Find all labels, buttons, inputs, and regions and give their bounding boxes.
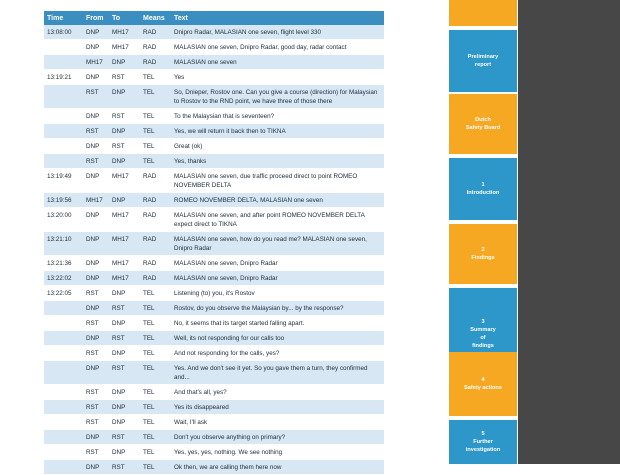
from-cell: DNP — [83, 208, 109, 232]
column-header-time: Time — [44, 11, 83, 25]
table-row — [44, 85, 384, 109]
text-cell: Great (ok) — [171, 139, 384, 154]
text-cell: MALASIAN one seven, how do you read me? MALASIAN one seven, Dnipro Radar — [171, 232, 384, 256]
means-cell: RAD — [140, 208, 171, 232]
time-cell: 13:22:02 — [44, 271, 83, 286]
table-row — [44, 460, 384, 475]
to-cell: RST — [109, 139, 140, 154]
time-cell: 13:19:21 — [44, 70, 83, 85]
text-cell: Well, its not responding for our calls too — [171, 331, 384, 346]
nav-tab-label: 3 Summary of findings — [470, 319, 496, 349]
from-cell: DNP — [83, 331, 109, 346]
time-cell — [44, 85, 83, 109]
means-cell: RAD — [140, 40, 171, 55]
means-cell: TEL — [140, 385, 171, 400]
means-cell: TEL — [140, 124, 171, 139]
from-cell: DNP — [83, 301, 109, 316]
from-cell: RST — [83, 154, 109, 169]
to-cell: DNP — [109, 385, 140, 400]
means-cell: RAD — [140, 169, 171, 193]
time-cell — [44, 460, 83, 475]
text-cell: Yes, yes, yes, nothing. We see nothing — [171, 445, 384, 460]
table-row — [44, 169, 384, 193]
to-cell: DNP — [109, 85, 140, 109]
to-cell: DNP — [109, 400, 140, 415]
from-cell: DNP — [83, 460, 109, 475]
text-cell: Yes. And we don't see it yet. So you gave them a turn, they confirmed and... — [171, 361, 384, 385]
means-cell: RAD — [140, 55, 171, 70]
means-cell: TEL — [140, 400, 171, 415]
nav-tab-label: 2 Findings — [471, 247, 495, 261]
time-cell — [44, 301, 83, 316]
table-row — [44, 286, 384, 301]
means-cell: RAD — [140, 271, 171, 286]
to-cell: DNP — [109, 55, 140, 70]
nav-tab-1[interactable] — [449, 0, 517, 26]
text-cell: Yes its disappeared — [171, 400, 384, 415]
time-cell — [44, 400, 83, 415]
means-cell: RAD — [140, 232, 171, 256]
nav-tab-4[interactable] — [449, 158, 517, 220]
nav-tab-label: 1 Introduction — [466, 182, 500, 196]
means-cell: RAD — [140, 256, 171, 271]
text-cell: No, it seems that its target started falling apart. — [171, 316, 384, 331]
from-cell: RST — [83, 85, 109, 109]
time-cell: 13:08:00 — [44, 25, 83, 40]
table-row — [44, 25, 384, 40]
viewer-background — [518, 0, 620, 464]
transcript-table — [44, 11, 384, 475]
from-cell: RST — [83, 316, 109, 331]
table-row — [44, 139, 384, 154]
time-cell — [44, 445, 83, 460]
time-cell — [44, 124, 83, 139]
means-cell: TEL — [140, 70, 171, 85]
table-row — [44, 55, 384, 70]
time-cell: 13:21:36 — [44, 256, 83, 271]
to-cell: DNP — [109, 193, 140, 208]
table-row — [44, 400, 384, 415]
from-cell: DNP — [83, 271, 109, 286]
means-cell: TEL — [140, 316, 171, 331]
table-row — [44, 124, 384, 139]
time-cell: 13:19:49 — [44, 169, 83, 193]
time-cell: 13:21:10 — [44, 232, 83, 256]
table-row — [44, 70, 384, 85]
to-cell: DNP — [109, 286, 140, 301]
means-cell: TEL — [140, 286, 171, 301]
time-cell — [44, 361, 83, 385]
time-cell — [44, 109, 83, 124]
table-row — [44, 430, 384, 445]
means-cell: TEL — [140, 331, 171, 346]
means-cell: RAD — [140, 193, 171, 208]
table-row — [44, 271, 384, 286]
from-cell: MH17 — [83, 193, 109, 208]
text-cell: Yes, we will return it back then to TIKNA — [171, 124, 384, 139]
time-cell — [44, 346, 83, 361]
from-cell: RST — [83, 445, 109, 460]
from-cell: DNP — [83, 109, 109, 124]
means-cell: TEL — [140, 430, 171, 445]
nav-tab-3[interactable] — [449, 94, 517, 154]
means-cell: TEL — [140, 361, 171, 385]
text-cell: To the Malaysian that is seventeen? — [171, 109, 384, 124]
to-cell: DNP — [109, 445, 140, 460]
time-cell — [44, 331, 83, 346]
text-cell: MALASIAN one seven, Dnipro Radar, good day, radar contact — [171, 40, 384, 55]
from-cell: RST — [83, 385, 109, 400]
to-cell: MH17 — [109, 256, 140, 271]
text-cell: Dnipro Radar, MALASIAN one seven, flight level 330 — [171, 25, 384, 40]
nav-tab-8[interactable] — [449, 420, 517, 464]
text-cell: MALASIAN one seven, Dnipro Radar — [171, 271, 384, 286]
to-cell: RST — [109, 301, 140, 316]
to-cell: RST — [109, 109, 140, 124]
table-row — [44, 331, 384, 346]
from-cell: DNP — [83, 40, 109, 55]
to-cell: DNP — [109, 346, 140, 361]
from-cell: DNP — [83, 256, 109, 271]
time-cell: 13:22:05 — [44, 286, 83, 301]
means-cell: TEL — [140, 85, 171, 109]
text-cell: MALASIAN one seven — [171, 55, 384, 70]
nav-tab-label: Preliminary report — [467, 54, 499, 68]
to-cell: DNP — [109, 415, 140, 430]
means-cell: TEL — [140, 346, 171, 361]
to-cell: MH17 — [109, 25, 140, 40]
text-cell: MALASIAN one seven, and after point ROMEO NOVEMBER DELTA expect direct to TIKNA — [171, 208, 384, 232]
time-cell — [44, 139, 83, 154]
nav-tab-2[interactable] — [449, 30, 517, 92]
from-cell: DNP — [83, 70, 109, 85]
to-cell: RST — [109, 430, 140, 445]
from-cell: DNP — [83, 430, 109, 445]
from-cell: RST — [83, 286, 109, 301]
table-row — [44, 346, 384, 361]
table-row — [44, 385, 384, 400]
text-cell: Wait, I'll ask — [171, 415, 384, 430]
means-cell: TEL — [140, 415, 171, 430]
text-cell: Listening (to) you, it's Rostov — [171, 286, 384, 301]
from-cell: DNP — [83, 139, 109, 154]
to-cell: DNP — [109, 316, 140, 331]
table-row — [44, 316, 384, 331]
text-cell: Yes — [171, 70, 384, 85]
text-cell: Don't you observe anything on primary? — [171, 430, 384, 445]
from-cell: DNP — [83, 361, 109, 385]
from-cell: DNP — [83, 25, 109, 40]
time-cell — [44, 316, 83, 331]
table-row — [44, 193, 384, 208]
nav-tab-label: 5 Further investigation — [465, 431, 501, 453]
means-cell: TEL — [140, 139, 171, 154]
column-header-means: Means — [140, 11, 171, 25]
from-cell: RST — [83, 346, 109, 361]
time-cell — [44, 154, 83, 169]
time-cell: 13:19:56 — [44, 193, 83, 208]
means-cell: TEL — [140, 445, 171, 460]
from-cell: RST — [83, 124, 109, 139]
from-cell: RST — [83, 415, 109, 430]
time-cell — [44, 415, 83, 430]
time-cell — [44, 55, 83, 70]
table-row — [44, 415, 384, 430]
table-row — [44, 256, 384, 271]
column-header-from: From — [83, 11, 109, 25]
to-cell: DNP — [109, 154, 140, 169]
from-cell: RST — [83, 400, 109, 415]
to-cell: RST — [109, 70, 140, 85]
time-cell — [44, 40, 83, 55]
table-row — [44, 361, 384, 385]
time-cell — [44, 430, 83, 445]
nav-tab-label: 4 Safety actions — [464, 377, 502, 391]
table-row — [44, 232, 384, 256]
table-row — [44, 109, 384, 124]
text-cell: So, Dnieper, Rostov one. Can you give a course (direction) for Malaysian to Rostov to the RND point, we have three of those there — [171, 85, 384, 109]
means-cell: TEL — [140, 109, 171, 124]
nav-tab-7[interactable] — [449, 352, 517, 416]
to-cell: MH17 — [109, 169, 140, 193]
to-cell: DNP — [109, 124, 140, 139]
table-row — [44, 445, 384, 460]
text-cell: MALASIAN one seven, due traffic proceed direct to point ROMEO NOVEMBER DELTA — [171, 169, 384, 193]
means-cell: TEL — [140, 301, 171, 316]
from-cell: MH17 — [83, 55, 109, 70]
to-cell: MH17 — [109, 208, 140, 232]
text-cell: ROMEO NOVEMBER DELTA, MALASIAN one seven — [171, 193, 384, 208]
text-cell: Ok then, we are calling them here now — [171, 460, 384, 475]
table-row — [44, 208, 384, 232]
nav-tab-5[interactable] — [449, 224, 517, 284]
means-cell: TEL — [140, 460, 171, 475]
section-nav — [448, 0, 518, 464]
column-header-to: To — [109, 11, 140, 25]
to-cell: MH17 — [109, 232, 140, 256]
table-row — [44, 154, 384, 169]
means-cell: TEL — [140, 154, 171, 169]
from-cell: DNP — [83, 169, 109, 193]
table-header-row — [44, 11, 384, 25]
from-cell: DNP — [83, 232, 109, 256]
to-cell: RST — [109, 361, 140, 385]
text-cell: Rostov, do you observe the Malaysian by... by the response? — [171, 301, 384, 316]
nav-tab-label: Dutch Safety Board — [465, 117, 501, 131]
to-cell: RST — [109, 460, 140, 475]
to-cell: MH17 — [109, 271, 140, 286]
time-cell: 13:20:00 — [44, 208, 83, 232]
means-cell: RAD — [140, 25, 171, 40]
text-cell: And that's all, yes? — [171, 385, 384, 400]
column-header-text: Text — [171, 11, 384, 25]
table-row — [44, 40, 384, 55]
text-cell: And not responding for the calls, yes? — [171, 346, 384, 361]
text-cell: MALASIAN one seven, Dnipro Radar — [171, 256, 384, 271]
table-row — [44, 301, 384, 316]
text-cell: Yes, thanks — [171, 154, 384, 169]
to-cell: MH17 — [109, 40, 140, 55]
time-cell — [44, 385, 83, 400]
to-cell: RST — [109, 331, 140, 346]
